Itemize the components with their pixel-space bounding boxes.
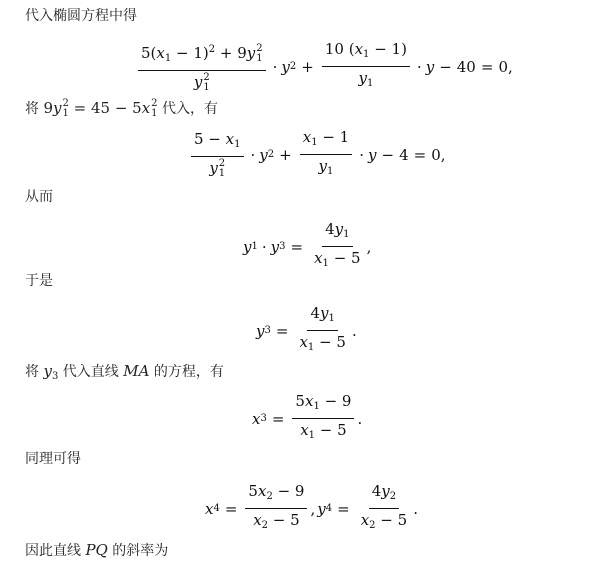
text-substitute-relation: 将 9y 2 1 = 45 − 5x 2 1 代入，有 xyxy=(25,98,218,119)
text-fragment: 将 xyxy=(25,101,39,117)
text-substitute-ellipse: 代入椭圆方程中得 xyxy=(25,8,137,24)
text-therefore: 从而 xyxy=(25,189,53,205)
equation-6: x 4 = $\frac{5x_2 - 9}{x_2 - 5}$ , y 4 = $\frac{4y_2}{x_2 - 5}$ . xyxy=(205,482,418,531)
equation-4: y 3 = $\frac{4y_1}{x_1 - 5}$ . xyxy=(256,304,357,353)
text-fragment: 的斜率为 xyxy=(112,543,169,559)
text-fragment: 代入直线 xyxy=(62,364,119,380)
text-fragment: 的方程，有 xyxy=(153,364,224,380)
text-slope-pq: 因此直线 PQ 的斜率为 xyxy=(25,541,169,559)
text-thus: 于是 xyxy=(25,273,53,289)
text-similarly: 同理可得 xyxy=(25,451,81,467)
equation-3: y 1 · y 3 = $\frac{4y_1}{x_1 - 5}$ , xyxy=(243,220,372,269)
equation-5: x 3 = $\frac{5x_1 - 9}{x_1 - 5}$ . xyxy=(252,392,363,441)
text-fragment: 将 xyxy=(25,364,39,380)
text-substitute-line-ma: 将 $y_3$ 代入直线 MA 的方程，有 xyxy=(25,362,224,382)
text-fragment: 因此直线 xyxy=(25,543,81,559)
text-fragment: 代入，有 xyxy=(162,101,218,117)
equation-1: $5(x_1 - 1)^2 + 9y$ 2 1 y 2 1 · y 2 + $\frac{10 (x_1 - 1)}{y_1}$ · y − 40 = 0, xyxy=(135,40,513,93)
equation-2: $5 - x_1$ y 2 1 · y 2 + $\frac{x_1 - 1}{y_1}$ · y − 4 = 0, xyxy=(188,128,446,181)
